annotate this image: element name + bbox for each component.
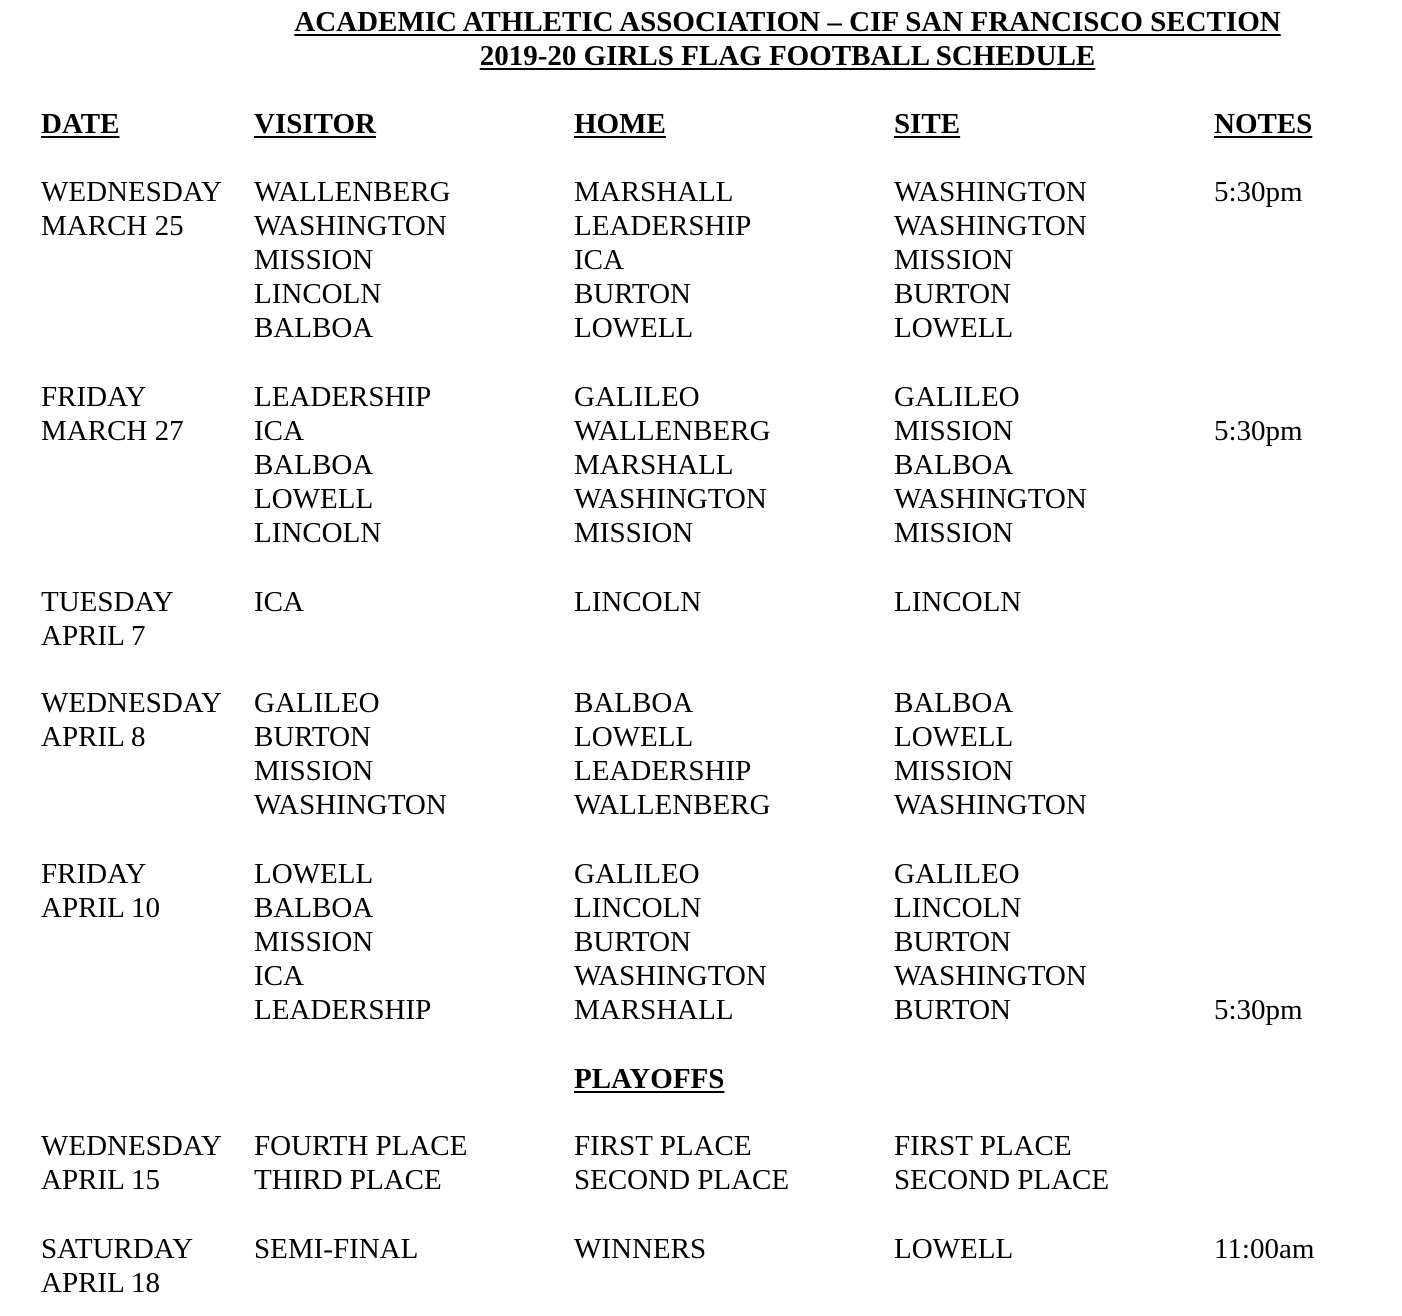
home-cell: WASHINGTON bbox=[574, 483, 767, 515]
site-cell: GALILEO bbox=[894, 381, 1020, 413]
home-cell: BURTON bbox=[574, 278, 691, 310]
visitor-cell: WASHINGTON bbox=[254, 210, 447, 242]
column-header-notes: NOTES bbox=[1214, 108, 1313, 140]
date-day-cell: WEDNESDAY bbox=[41, 1130, 222, 1162]
home-cell: ICA bbox=[574, 244, 624, 276]
visitor-cell: BALBOA bbox=[254, 892, 374, 924]
visitor-cell: ICA bbox=[254, 586, 304, 618]
playoffs-heading: PLAYOFFS bbox=[574, 1063, 725, 1095]
visitor-cell: MISSION bbox=[254, 926, 374, 958]
home-cell: SECOND PLACE bbox=[574, 1164, 790, 1196]
site-cell: LOWELL bbox=[894, 721, 1014, 753]
column-header-site: SITE bbox=[894, 108, 961, 140]
date-cell: MARCH 27 bbox=[41, 415, 184, 447]
home-cell: FIRST PLACE bbox=[574, 1130, 752, 1162]
date-cell: APRIL 10 bbox=[41, 892, 160, 924]
visitor-cell: ICA bbox=[254, 415, 304, 447]
document-title: ACADEMIC ATHLETIC ASSOCIATION – CIF SAN FRANCISCO SECTION bbox=[294, 6, 1281, 38]
site-cell: MISSION bbox=[894, 517, 1014, 549]
home-cell: BURTON bbox=[574, 926, 691, 958]
visitor-cell: LOWELL bbox=[254, 858, 374, 890]
visitor-cell: LEADERSHIP bbox=[254, 381, 432, 413]
date-cell: MARCH 25 bbox=[41, 210, 184, 242]
site-cell: BALBOA bbox=[894, 449, 1014, 481]
notes-cell: 11:00am bbox=[1214, 1233, 1315, 1265]
visitor-cell: GALILEO bbox=[254, 687, 380, 719]
home-cell: MARSHALL bbox=[574, 176, 734, 208]
site-cell: BURTON bbox=[894, 278, 1011, 310]
date-cell: APRIL 18 bbox=[41, 1267, 160, 1299]
home-cell: LEADERSHIP bbox=[574, 210, 752, 242]
home-cell: WALLENBERG bbox=[574, 789, 771, 821]
site-cell: BALBOA bbox=[894, 687, 1014, 719]
site-cell: MISSION bbox=[894, 244, 1014, 276]
visitor-cell: WASHINGTON bbox=[254, 789, 447, 821]
site-cell: WASHINGTON bbox=[894, 960, 1087, 992]
column-header-date: DATE bbox=[41, 108, 120, 140]
home-cell: MARSHALL bbox=[574, 994, 734, 1026]
home-cell: MARSHALL bbox=[574, 449, 734, 481]
home-cell: WALLENBERG bbox=[574, 415, 771, 447]
date-day-cell: FRIDAY bbox=[41, 381, 147, 413]
site-cell: WASHINGTON bbox=[894, 789, 1087, 821]
visitor-cell: ICA bbox=[254, 960, 304, 992]
home-cell: LOWELL bbox=[574, 721, 694, 753]
site-cell: LINCOLN bbox=[894, 892, 1022, 924]
site-cell: MISSION bbox=[894, 415, 1014, 447]
notes-cell: 5:30pm bbox=[1214, 994, 1303, 1026]
visitor-cell: BURTON bbox=[254, 721, 371, 753]
date-cell: APRIL 8 bbox=[41, 721, 146, 753]
visitor-cell: SEMI-FINAL bbox=[254, 1233, 419, 1265]
site-cell: WASHINGTON bbox=[894, 176, 1087, 208]
date-cell: APRIL 15 bbox=[41, 1164, 160, 1196]
site-cell: WASHINGTON bbox=[894, 483, 1087, 515]
home-cell: GALILEO bbox=[574, 858, 700, 890]
home-cell: MISSION bbox=[574, 517, 694, 549]
site-cell: BURTON bbox=[894, 994, 1011, 1026]
visitor-cell: BALBOA bbox=[254, 449, 374, 481]
home-cell: WINNERS bbox=[574, 1233, 707, 1265]
visitor-cell: LEADERSHIP bbox=[254, 994, 432, 1026]
visitor-cell: LINCOLN bbox=[254, 278, 382, 310]
date-cell: APRIL 7 bbox=[41, 620, 146, 652]
visitor-cell: BALBOA bbox=[254, 312, 374, 344]
site-cell: LOWELL bbox=[894, 1233, 1014, 1265]
notes-cell: 5:30pm bbox=[1214, 176, 1303, 208]
visitor-cell: MISSION bbox=[254, 244, 374, 276]
site-cell: LINCOLN bbox=[894, 586, 1022, 618]
home-cell: LINCOLN bbox=[574, 586, 702, 618]
date-day-cell: SATURDAY bbox=[41, 1233, 194, 1265]
home-cell: LOWELL bbox=[574, 312, 694, 344]
date-day-cell: TUESDAY bbox=[41, 586, 174, 618]
visitor-cell: LINCOLN bbox=[254, 517, 382, 549]
home-cell: BALBOA bbox=[574, 687, 694, 719]
date-day-cell: WEDNESDAY bbox=[41, 687, 222, 719]
home-cell: LEADERSHIP bbox=[574, 755, 752, 787]
site-cell: MISSION bbox=[894, 755, 1014, 787]
visitor-cell: MISSION bbox=[254, 755, 374, 787]
site-cell: BURTON bbox=[894, 926, 1011, 958]
visitor-cell: LOWELL bbox=[254, 483, 374, 515]
site-cell: FIRST PLACE bbox=[894, 1130, 1072, 1162]
date-day-cell: FRIDAY bbox=[41, 858, 147, 890]
column-header-visitor: VISITOR bbox=[254, 108, 376, 140]
date-day-cell: WEDNESDAY bbox=[41, 176, 222, 208]
document-subtitle: 2019-20 GIRLS FLAG FOOTBALL SCHEDULE bbox=[479, 40, 1096, 72]
home-cell: LINCOLN bbox=[574, 892, 702, 924]
notes-cell: 5:30pm bbox=[1214, 415, 1303, 447]
site-cell: LOWELL bbox=[894, 312, 1014, 344]
home-cell: GALILEO bbox=[574, 381, 700, 413]
visitor-cell: FOURTH PLACE bbox=[254, 1130, 468, 1162]
site-cell: GALILEO bbox=[894, 858, 1020, 890]
site-cell: WASHINGTON bbox=[894, 210, 1087, 242]
home-cell: WASHINGTON bbox=[574, 960, 767, 992]
visitor-cell: THIRD PLACE bbox=[254, 1164, 442, 1196]
visitor-cell: WALLENBERG bbox=[254, 176, 451, 208]
site-cell: SECOND PLACE bbox=[894, 1164, 1110, 1196]
column-header-home: HOME bbox=[574, 108, 666, 140]
